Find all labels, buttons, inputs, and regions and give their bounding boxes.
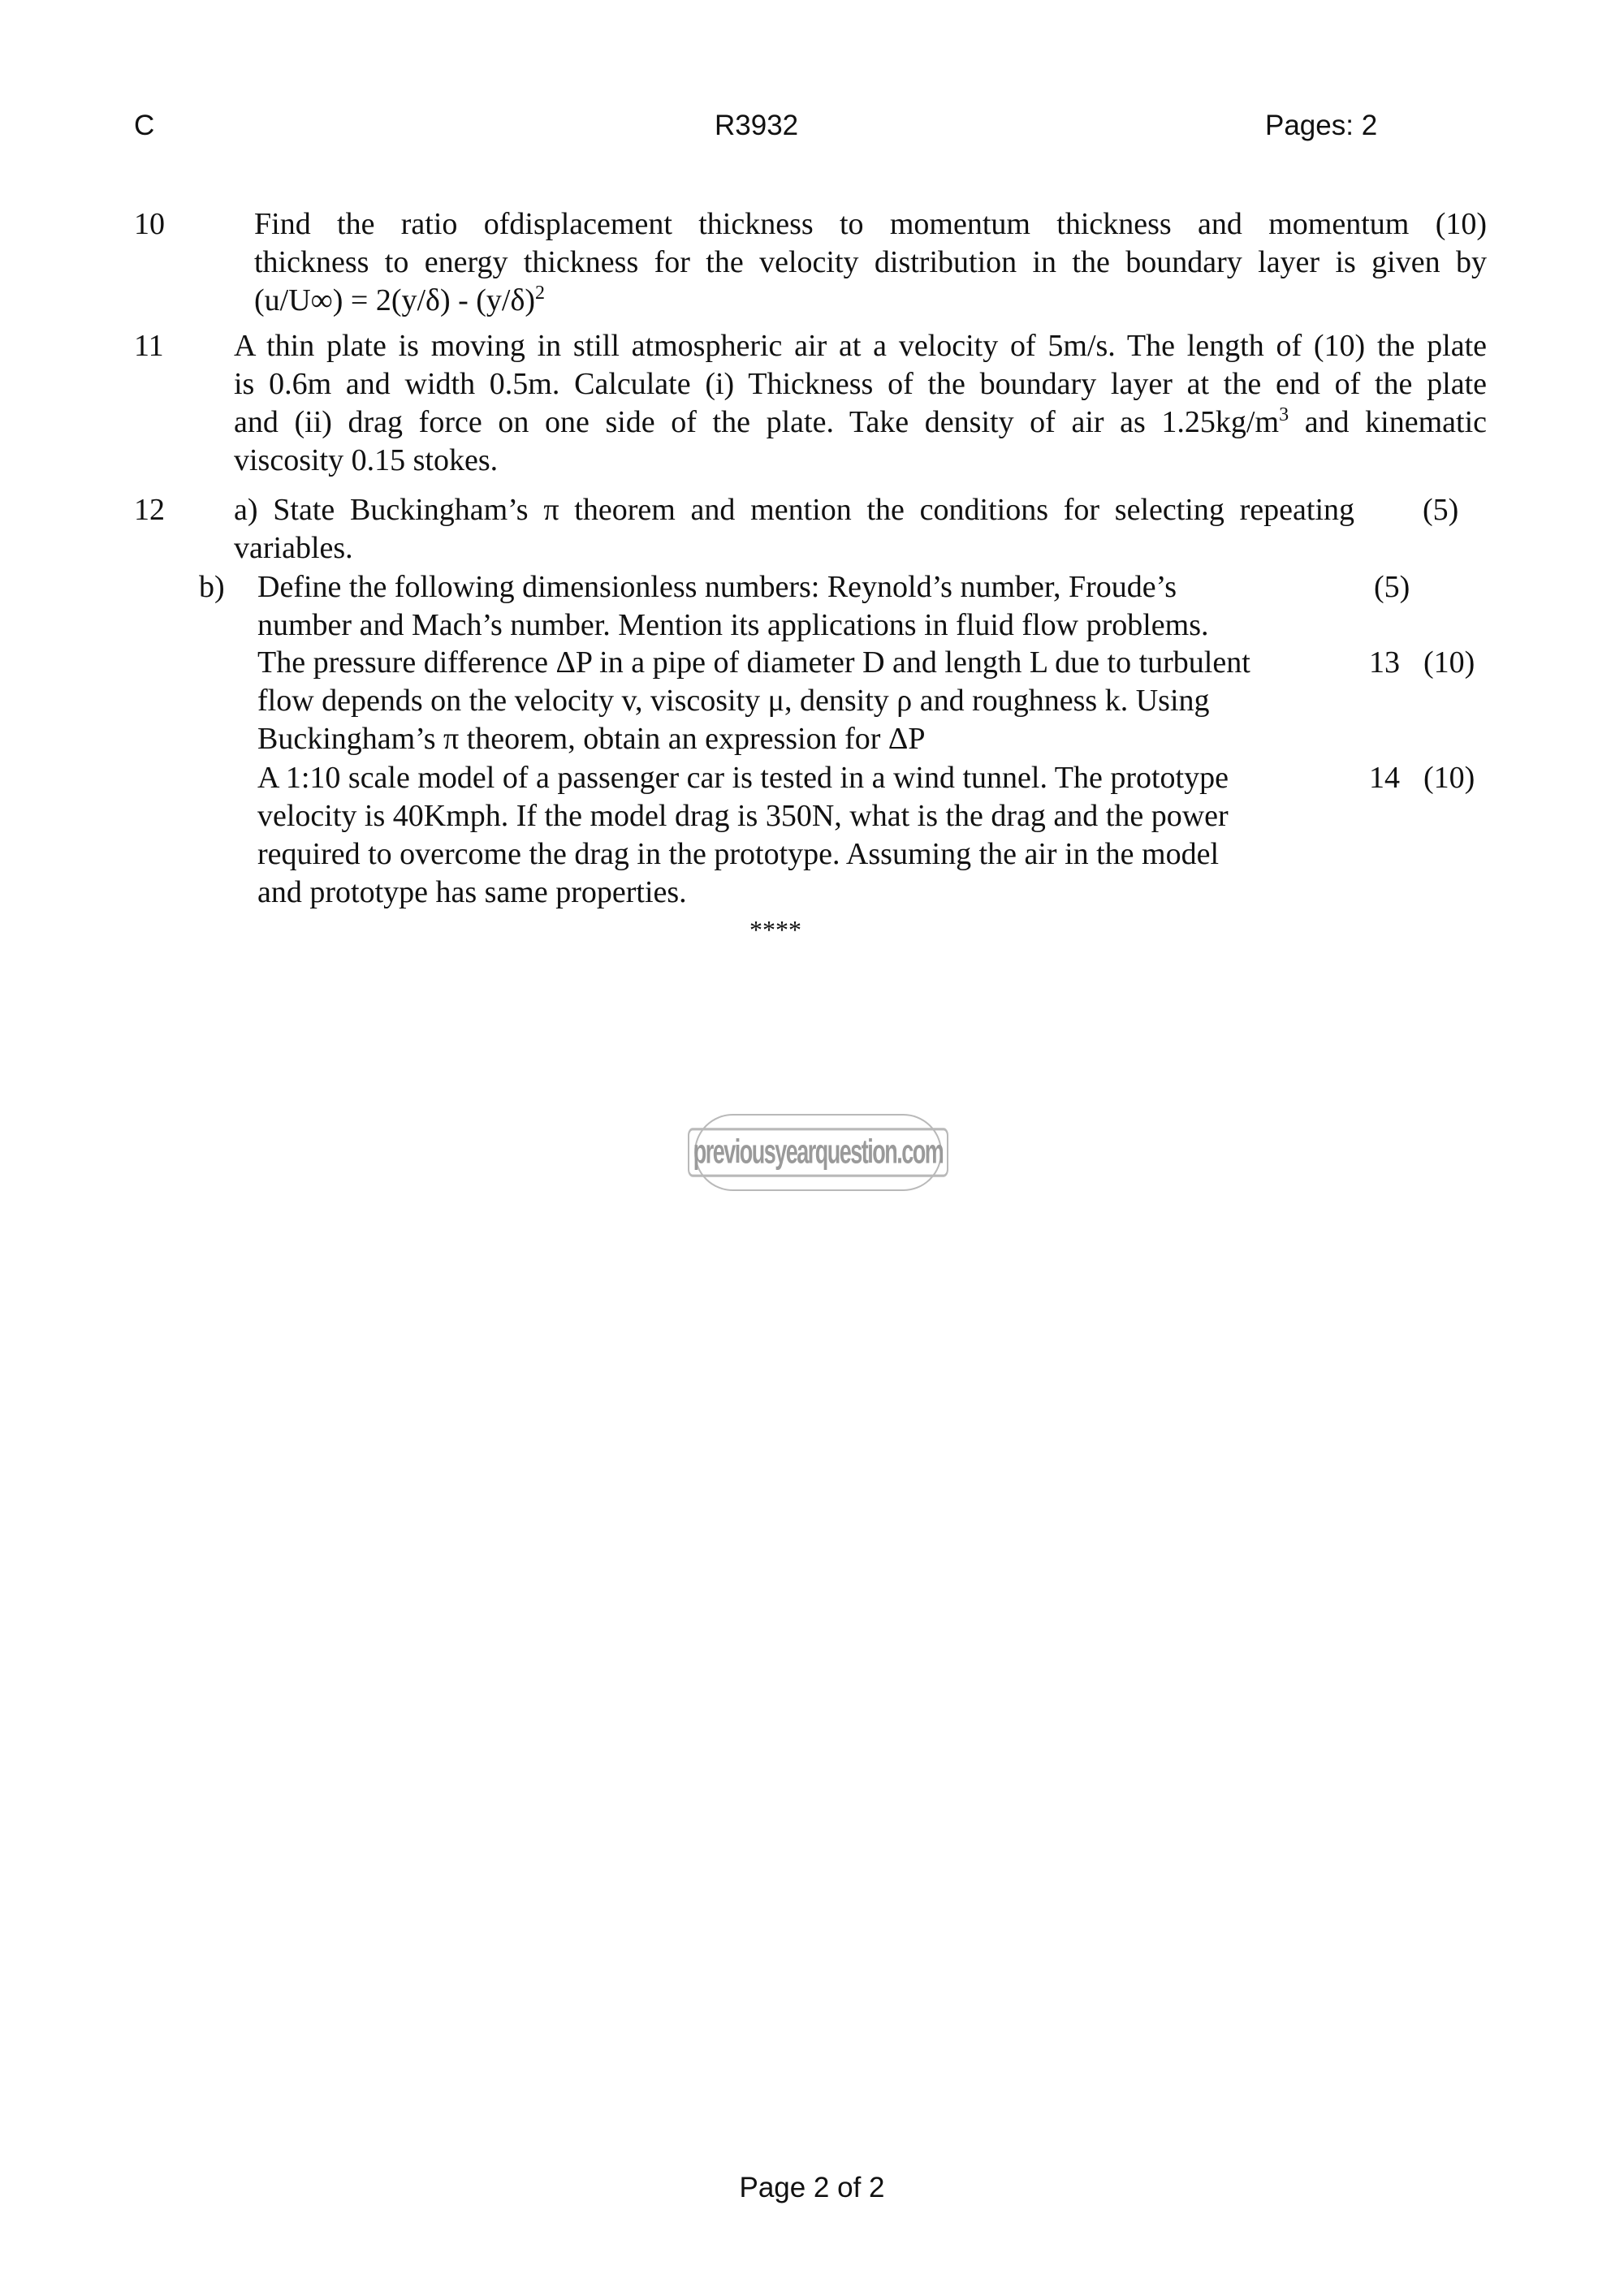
question-14-number: 14 <box>1369 761 1400 795</box>
question-11-line-4: viscosity 0.15 stokes. <box>234 443 499 477</box>
question-10-number: 10 <box>134 207 165 241</box>
page-footer: Page 2 of 2 <box>739 2172 885 2203</box>
question-13-line-3: Buckingham’s π theorem, obtain an expression for ΔP <box>257 722 926 756</box>
question-13-line-1: The pressure difference ΔP in a pipe of diameter D and length L due to turbulent <box>257 645 1250 680</box>
watermark-text: previousyearquestion.com <box>688 1128 949 1176</box>
question-13-text <box>257 644 1337 758</box>
question-11-line-2: is 0.6m and width 0.5m. Calculate (i) Thickness of the boundary layer at the end of the plate <box>234 367 1487 401</box>
question-10-line-1: Find the ratio ofdisplacement thickness to momentum thickness and momentum (10) <box>254 207 1488 241</box>
question-13-marks: (10) <box>1423 645 1475 680</box>
question-12b-line-2: number and Mach’s number. Mention its applications in fluid flow problems. <box>257 608 1209 642</box>
question-14-line-1: A 1:10 scale model of a passenger car is tested in a wind tunnel. The prototype <box>257 761 1229 795</box>
question-14-marks: (10) <box>1423 761 1475 795</box>
question-12a-marks: (5) <box>1423 493 1459 527</box>
question-10-formula: $(u/U\infty) = 2(y/\delta) - (y/\delta)^2$ <box>254 283 546 317</box>
question-11-line-3: and (ii) drag force on one side of the plate. Take density of air as $1.25kg/m^3$ and kinematic <box>234 404 1488 439</box>
question-14-line-2: velocity is 40Kmph. If the model drag is 350N, what is the drag and the power <box>257 799 1229 833</box>
question-12b-text <box>257 568 1345 645</box>
watermark-logo <box>694 1114 942 1191</box>
question-10-exponent: 2 <box>535 283 546 304</box>
question-11-number: 11 <box>134 329 164 363</box>
question-11-marks: (10) <box>1313 329 1366 363</box>
question-12b-marks: (5) <box>1374 570 1410 604</box>
question-12-number: 12 <box>134 493 165 527</box>
page-count: Pages: 2 <box>1265 110 1378 141</box>
paper-series-letter: C <box>134 110 155 141</box>
question-12b-label: b) <box>199 570 225 604</box>
paper-code: R3932 <box>715 110 799 141</box>
question-12a-line-2: variables. <box>234 531 353 565</box>
question-10-text <box>254 205 1487 320</box>
question-12a-line-1: a) State Buckingham’s π theorem and mention the conditions for selecting repeating <box>234 493 1354 527</box>
question-11-text <box>234 327 1487 480</box>
question-12b-line-1: Define the following dimensionless numbers: Reynold’s number, Froude’s <box>257 570 1177 604</box>
question-14-line-3: required to overcome the drag in the prototype. Assuming the air in the model <box>257 837 1220 871</box>
question-12a-text <box>234 491 1354 568</box>
question-11-line-1: A thin plate is moving in still atmospheric air at a velocity of 5m/s. The length of (10) the plate <box>234 329 1488 363</box>
question-10-marks: (10) <box>1435 207 1488 241</box>
question-11-exponent: 3 <box>1279 404 1289 425</box>
end-of-paper-marker: **** <box>749 915 801 944</box>
question-14-line-4: and prototype has same properties. <box>257 875 687 909</box>
question-10-line-2: thickness to energy thickness for the velocity distribution in the boundary layer is given by <box>254 245 1487 279</box>
question-14-text <box>257 759 1337 912</box>
question-13-line-2: flow depends on the velocity v, viscosity μ, density ρ and roughness k. Using <box>257 684 1210 718</box>
question-13-number: 13 <box>1369 645 1400 680</box>
